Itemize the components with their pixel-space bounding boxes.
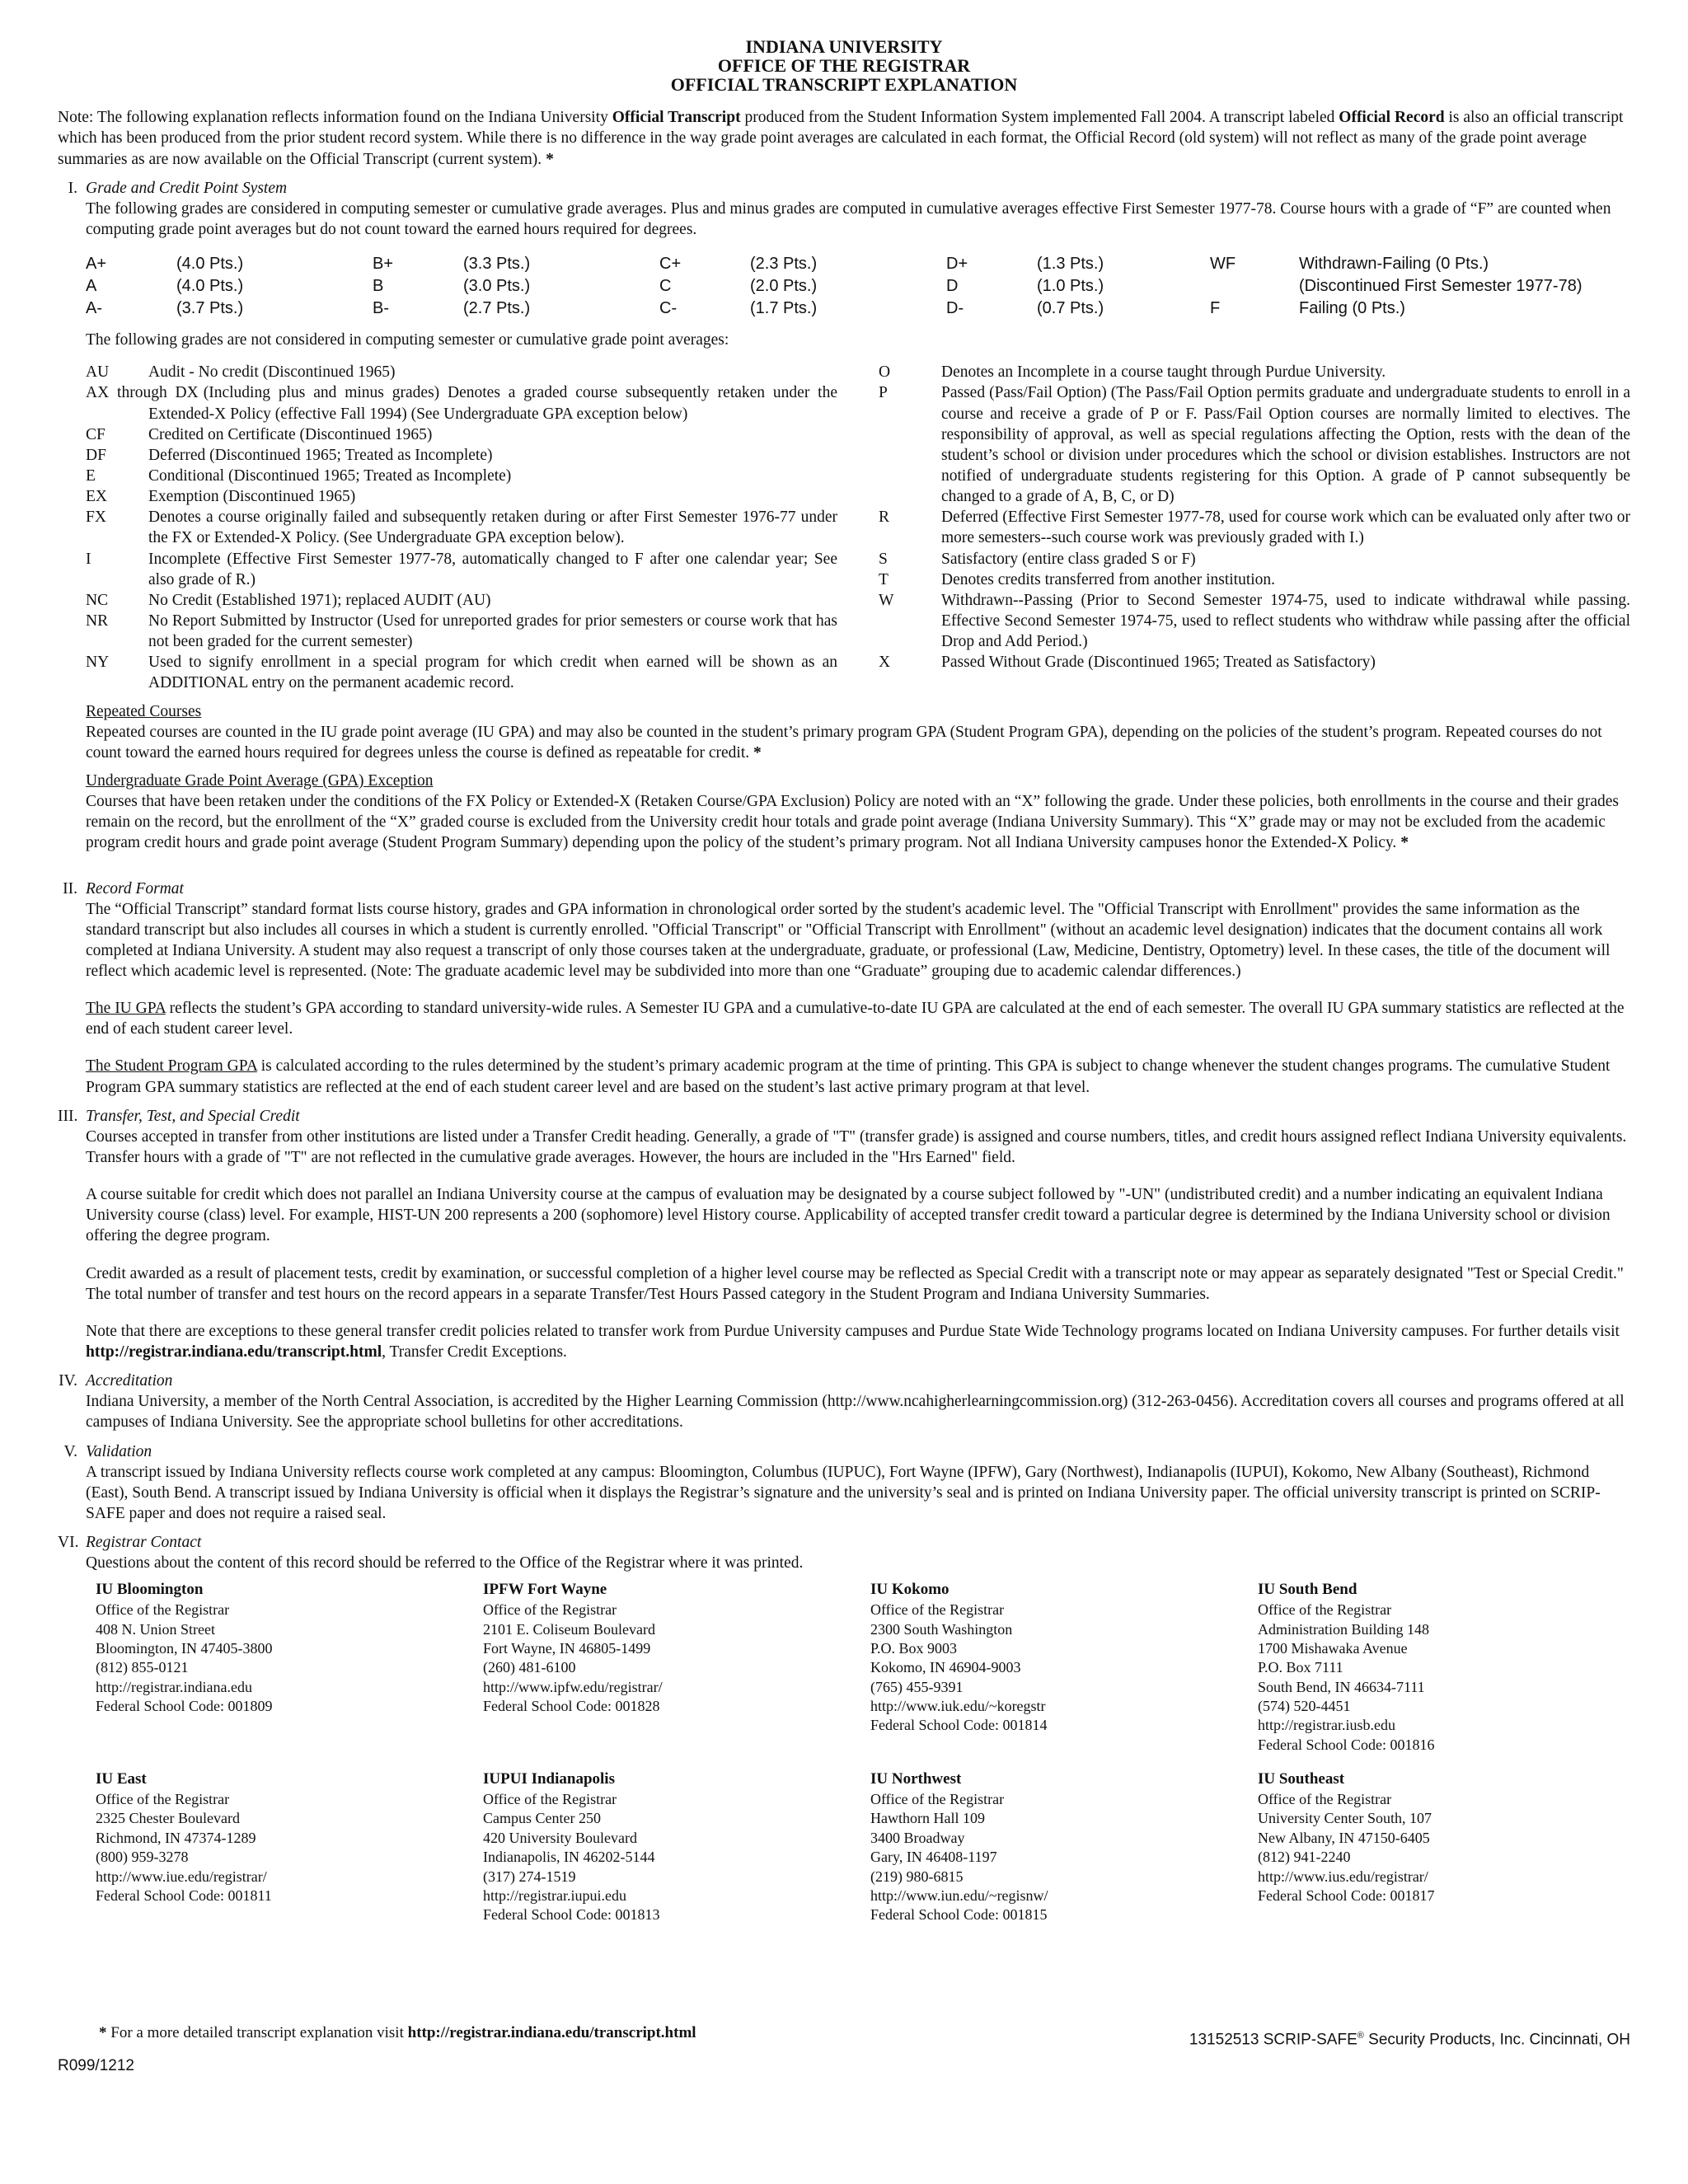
campus-name: IU East [96, 1770, 147, 1788]
header-university: INDIANA UNIVERSITY [745, 36, 943, 57]
grade-letter: B+ [373, 255, 394, 274]
grade-code-row [879, 549, 1630, 569]
grade-code-description: Denotes credits transferred from another institution. [941, 570, 1276, 588]
grade-points: Withdrawn-Failing (0 Pts.) [1299, 255, 1489, 274]
transfer-text-1: Courses accepted in transfer from other institutions are listed under a Transfer Credit heading. Generally, a grade of "T" (transfer grade) is assigned and course numbers, titles, and credit hours assigned reflect Indiana University equivalents. Transfer hours with a grade of "T" are not reflected in the cumulative grade averages. However, the hours are included in the "Hrs Earned" field. [86, 1127, 1627, 1167]
section-registrar-contact [58, 1532, 1630, 1940]
grade-code-description: Passed Without Grade (Discontinued 1965; Treated as Satisfactory) [941, 654, 1376, 672]
section-title [58, 178, 1630, 199]
contact-line: Indianapolis, IN 46202-5144 [483, 1849, 655, 1866]
grade-code-description: Exemption (Discontinued 1965) [148, 488, 356, 506]
note-text-2: produced from the Student Information System implemented Fall 2004. A transcript labeled [740, 109, 1339, 127]
grade-points: Failing (0 Pts.) [1299, 299, 1405, 318]
contact-line: (219) 980-6815 [870, 1868, 964, 1885]
grade-code-description: Withdrawn--Passing (Prior to Second Semester 1974-75, used to indicate withdrawal while passing. Effective Second Semester 1974-75, used to reflect students who withdraw while passing after the official Drop and Add Period.) [941, 591, 1630, 651]
contact-website-link[interactable]: http://registrar.iupui.edu [483, 1886, 626, 1904]
grade-letter: A+ [86, 255, 107, 274]
grade-code: R [879, 509, 890, 527]
contact-line: Office of the Registrar [1258, 1601, 1392, 1619]
grade-code: DF [86, 446, 106, 464]
scrip-safe-company: Security Products, Inc. Cincinnati, OH [1363, 2031, 1630, 2049]
contact-website-link[interactable]: http://www.ius.edu/registrar/ [1258, 1868, 1428, 1885]
grade-code: T [879, 570, 889, 588]
contact-line: 3400 Broadway [870, 1829, 965, 1846]
grade-code-description: Used to signify enrollment in a special program for which credit when earned will be shown as an ADDITIONAL entry on the permanent academic record. [148, 654, 837, 692]
contact-website-link[interactable]: http://www.iuk.edu/~koregstr [870, 1698, 1046, 1715]
registrar-contact-block [1258, 1769, 1645, 1924]
contact-line: Bloomington, IN 47405-3800 [96, 1639, 273, 1657]
grade-code: NC [86, 591, 109, 609]
grade-code-row [86, 424, 837, 445]
grade-code-row [86, 507, 837, 548]
grade-points: (3.7 Pts.) [176, 299, 244, 318]
grade-code-row [879, 652, 1630, 673]
grade-letter: A [86, 277, 97, 296]
grade-code-row [879, 382, 1630, 507]
grade-code-description: Deferred (Effective First Semester 1977-78, used for course work which can be evaluated only after two or more semesters--such course work was previously graded with I.) [941, 509, 1630, 547]
repeated-text: Repeated courses are counted in the IU grade point average (IU GPA) and may also be counted in the student’s primary program GPA (Student Program GPA), depending on the policies of the student’s program. Repeated courses do not count toward the earned hours required for degrees unless the course is defined as repeatable for credit. [86, 723, 1602, 762]
grade-code-description: Conditional (Discontinued 1965; Treated as Incomplete) [148, 466, 512, 485]
contact-line: Office of the Registrar [483, 1601, 617, 1619]
section-heading: Record Format [86, 879, 184, 898]
contact-line: 2101 E. Coliseum Boulevard [483, 1620, 655, 1638]
grade-points: (0.7 Pts.) [1037, 299, 1104, 318]
grade-code-description: Denotes an Incomplete in a course taught through Purdue University. [941, 363, 1386, 382]
scrip-safe-notice [1189, 2030, 1630, 2050]
grade-code-row [86, 549, 837, 590]
registered-mark: ® [1357, 2031, 1364, 2041]
grade-code-description: Deferred (Discontinued 1965; Treated as Incomplete) [148, 446, 493, 464]
grade-code: AX through DX [86, 384, 199, 402]
registrar-contact-block [483, 1580, 870, 1755]
campus-name: IUPUI Indianapolis [483, 1770, 615, 1788]
grade-points: (1.3 Pts.) [1037, 255, 1104, 274]
note-bold-official-record: Official Record [1339, 109, 1445, 127]
grade-letter: D [946, 277, 959, 296]
registrar-contact-block [483, 1769, 870, 1924]
section-number: I. [68, 179, 77, 197]
registrar-contact-block [870, 1580, 1258, 1755]
contact-line: 420 University Boulevard [483, 1829, 637, 1846]
contact-website-link[interactable]: http://www.iun.edu/~regisnw/ [870, 1886, 1048, 1904]
ugpa-exception-text [86, 791, 1630, 853]
contact-line: Federal School Code: 001814 [870, 1717, 1048, 1734]
grade-points: (1.0 Pts.) [1037, 277, 1104, 296]
grade-codes-left [86, 362, 862, 693]
contact-line: (317) 274-1519 [483, 1868, 576, 1885]
grade-code-row [879, 590, 1630, 652]
grade-code: NY [86, 654, 110, 672]
campus-name: IU Northwest [870, 1770, 962, 1788]
grade-letter: WF [1210, 255, 1236, 274]
contact-line: Gary, IN 46408-1197 [870, 1849, 997, 1866]
grade-letter: C+ [659, 255, 682, 274]
not-considered-text: The following grades are not considered in computing semester or cumulative grade point averages: [86, 331, 729, 349]
contact-website-link[interactable]: http://registrar.iusb.edu [1258, 1717, 1395, 1734]
grade-code-row [86, 486, 837, 507]
contact-line: Federal School Code: 001816 [1258, 1736, 1435, 1753]
grade-code: W [879, 591, 894, 609]
campus-name: IU Southeast [1258, 1770, 1345, 1788]
campus-name: IPFW Fort Wayne [483, 1581, 607, 1599]
repeated-courses [58, 701, 1630, 763]
grade-code: EX [86, 488, 107, 506]
contact-line: 408 N. Union Street [96, 1620, 215, 1638]
grade-code-description: Credited on Certificate (Discontinued 1965) [148, 425, 433, 443]
section-number: IV. [59, 1372, 77, 1390]
grade-letter: D- [946, 299, 964, 318]
transfer-exceptions-suffix: , Transfer Credit Exceptions. [382, 1343, 567, 1361]
grade-intro-text: The following grades are considered in computing semester or cumulative grade averages. Plus and minus grades are computed in cumulative averages effective First Semester 1977-78. Course hours with a grade of “F” are counted when computing grade point averages but do not count toward the earned hours required for degrees. [86, 199, 1611, 238]
student-program-gpa-text [58, 1056, 1630, 1097]
grade-code: CF [86, 425, 106, 443]
contact-website-link[interactable]: http://registrar.indiana.edu [96, 1678, 252, 1695]
student-program-gpa-label: The Student Program GPA [86, 1057, 257, 1076]
section-title [58, 1532, 1630, 1553]
contact-line: (800) 959-3278 [96, 1849, 189, 1866]
grade-code-row [86, 445, 837, 466]
accreditation-text: Indiana University, a member of the North Central Association, is accredited by the Higher Learning Commission (http://www.ncahigherlearningcommission.org) (312-263-0456). Accreditation covers all courses and programs offered at all campuses of Indiana University. See the appropriate school bulletins for other accreditations. [86, 1393, 1625, 1432]
footer-note [99, 2023, 696, 2044]
contact-line: (812) 855-0121 [96, 1659, 189, 1676]
ugpa-text: Courses that have been retaken under the conditions of the FX Policy or Extended-X (Retaken Course/GPA Exclusion) Policy are noted with an “X” following the grade. Under these policies, both enrollments in the course and their grades remain on the record, but the enrollment of the “X” graded course is excluded from the University credit hour totals and grade point average (Indiana University Summary). This “X” grade may or may not be excluded from the academic program credit hours and grade point average (Student Program Summary) depending upon the policy of the student’s primary program. Not all Indiana University campuses honor the Extended-X Policy. [86, 793, 1619, 852]
section-heading: Grade and Credit Point System [86, 179, 288, 197]
repeated-courses-heading: Repeated Courses [86, 702, 202, 720]
grade-points: (4.0 Pts.) [176, 255, 244, 274]
section-heading: Transfer, Test, and Special Credit [86, 1107, 300, 1125]
asterisk: * [546, 150, 554, 168]
footer-transcript-link[interactable]: http://registrar.indiana.edu/transcript.html [407, 2024, 696, 2041]
grade-points: (4.0 Pts.) [176, 277, 244, 296]
section-number: III. [58, 1107, 78, 1125]
contact-line: University Center South, 107 [1258, 1810, 1432, 1827]
grade-code-row [879, 569, 1630, 590]
grade-code: X [879, 654, 891, 672]
section-number: V. [63, 1442, 77, 1460]
asterisk: * [753, 743, 762, 762]
grade-codes-right [862, 362, 1630, 693]
campus-name: IU Kokomo [870, 1581, 950, 1599]
grade-code: E [86, 466, 96, 485]
grade-code-row [86, 382, 837, 424]
header-office: OFFICE OF THE REGISTRAR [717, 55, 971, 77]
contact-line: P.O. Box 7111 [1258, 1659, 1343, 1676]
contact-line: Office of the Registrar [96, 1790, 230, 1807]
contact-line: 2325 Chester Boulevard [96, 1810, 240, 1827]
registrar-contact-block [96, 1580, 483, 1755]
ugpa-exception-heading: Undergraduate Grade Point Average (GPA) Exception [86, 771, 434, 790]
contact-website-link[interactable]: http://www.iue.edu/registrar/ [96, 1868, 267, 1885]
transcript-link[interactable]: http://registrar.indiana.edu/transcript.html [86, 1343, 382, 1361]
contact-line: Office of the Registrar [870, 1790, 1005, 1807]
grade-code-description: Satisfactory (entire class graded S or F) [941, 550, 1196, 568]
registrar-contacts-grid [96, 1580, 1630, 1939]
record-format-text: The “Official Transcript” standard format lists course history, grades and GPA information in chronological order sorted by the student's academic level. The "Official Transcript with Enrollment" provides the same information as the standard transcript but also includes all courses in which a student is currently enrolled. "Official Transcript" or "Official Transcript with Enrollment" (without an academic level designation) indicates that the document contains all work completed at Indiana University. A student may also request a transcript of only those courses taken at the undergraduate, graduate, or professional (Law, Medicine, Dentistry, Optometry) level. In these cases, the title of the document will reflect which academic level is represented. (Note: The graduate academic level may be subdivided into more than one “Graduate” grouping due to academic calendar differences.) [86, 900, 1611, 981]
grade-letter: B- [373, 299, 389, 318]
grade-points: (1.7 Pts.) [750, 299, 818, 318]
section-title [58, 1441, 1630, 1462]
grade-letter [1210, 275, 1299, 298]
scrip-safe-code: 13152513 SCRIP-SAFE [1189, 2031, 1357, 2049]
note-text-1: Note: The following explanation reflects information found on the Indiana University [58, 109, 612, 127]
grade-code-row [86, 362, 837, 382]
contact-line: 2300 South Washington [870, 1620, 1013, 1638]
section-number: VI. [58, 1534, 79, 1552]
contact-line: Office of the Registrar [96, 1601, 230, 1619]
grade-points: (Discontinued First Semester 1977-78) [1299, 277, 1582, 296]
campus-name: IU Bloomington [96, 1581, 204, 1599]
contact-website-link[interactable]: http://www.ipfw.edu/registrar/ [483, 1678, 663, 1695]
grade-points: (3.3 Pts.) [463, 255, 531, 274]
registrar-contact-block [1258, 1580, 1645, 1755]
grade-code-row [879, 362, 1630, 382]
section-transfer-credit [58, 1106, 1630, 1362]
iu-gpa-desc: reflects the student’s GPA according to standard university-wide rules. A Semester IU GPA and a cumulative-to-date IU GPA are calculated at the end of each semester. The overall IU GPA summary statistics are reflected at the end of each student career level. [86, 1000, 1625, 1038]
contact-line: Hawthorn Hall 109 [870, 1810, 985, 1827]
contact-line: Fort Wayne, IN 46805-1499 [483, 1639, 651, 1657]
section-accreditation [58, 1371, 1630, 1432]
validation-text: A transcript issued by Indiana University reflects course work completed at any campus: Bloomington, Columbus (IUPUC), Fort Wayne (IPFW), Gary (Northwest), Indianapolis (IUPUI), Kokomo, New Albany (Southeast), Richmond (East), South Bend. A transcript issued by Indiana University is official when it displays the Registrar’s signature and the university’s seal and is printed on Indiana University paper. The official university transcript is printed on SCRIP-SAFE paper and does not require a raised seal. [86, 1463, 1601, 1523]
contact-line: Federal School Code: 001811 [96, 1886, 272, 1904]
section-heading: Registrar Contact [86, 1534, 202, 1552]
contact-line: Office of the Registrar [1258, 1790, 1392, 1807]
note-bold-official-transcript: Official Transcript [612, 109, 741, 127]
grade-code: AU [86, 363, 110, 382]
grade-points: (2.3 Pts.) [750, 255, 818, 274]
grade-codes [86, 362, 1630, 693]
contact-line: Federal School Code: 001815 [870, 1906, 1048, 1924]
grade-code-row [86, 466, 837, 486]
grade-letter: C [659, 277, 672, 296]
contact-line: Federal School Code: 001817 [1258, 1886, 1435, 1904]
grade-code-description: Denotes a course originally failed and subsequently retaken during or after First Semester 1976-77 under the FX or Extended-X Policy. (See Undergraduate GPA exception below). [148, 509, 837, 547]
registrar-contact-block [96, 1769, 483, 1924]
transfer-text-2: A course suitable for credit which does not parallel an Indiana University course at the campus of evaluation may be designated by a course subject followed by "-UN" (undistributed credit) and a number indicating an equivalent Indiana University course (class) level. For example, HIST-UN 200 represents a 200 (sophomore) level History course. Applicability of accepted transfer credit toward a particular degree is determined by the Indiana University school or division offering the degree program. [86, 1186, 1611, 1245]
repeated-courses-text [86, 722, 1630, 763]
contact-line: Federal School Code: 001813 [483, 1906, 660, 1924]
contact-line: Federal School Code: 001828 [483, 1698, 660, 1715]
grade-code: I [86, 550, 91, 568]
student-program-gpa-desc: is calculated according to the rules determined by the student’s primary academic program at the time of printing. This GPA is subject to change whenever the student changes programs. The cumulative Student Program GPA summary statistics are reflected at the end of each student career level and are based on the student’s last active primary program at that level. [86, 1057, 1611, 1096]
grade-code: NR [86, 612, 109, 630]
iu-gpa-text [58, 998, 1630, 1039]
section-grade-credit [58, 178, 1630, 854]
grade-code-row [86, 652, 837, 693]
grade-code-row [879, 507, 1630, 548]
contact-line: P.O. Box 9003 [870, 1639, 958, 1657]
grade-letter: B [373, 277, 384, 296]
contact-line: New Albany, IN 47150-6405 [1258, 1829, 1430, 1846]
grade-code-description: (Including plus and minus grades) Denotes a graded course subsequently retaken under the Extended-X Policy (effective Fall 1994) (See Undergraduate GPA exception below) [148, 384, 837, 423]
grade-code: FX [86, 509, 106, 527]
contact-line: (765) 455-9391 [870, 1678, 964, 1695]
grade-code-row [86, 611, 837, 652]
grade-code-row [86, 590, 837, 611]
contact-line: Richmond, IN 47374-1289 [96, 1829, 256, 1846]
grade-letter: C- [659, 299, 678, 318]
grade-code: O [879, 363, 891, 382]
section-heading: Validation [86, 1442, 152, 1460]
grade-points-table [86, 253, 1630, 320]
note-text-3: is also an official transcript which has been produced from the prior student record system. While there is no difference in the way grade point averages are calculated in each format, the Official Record (old system) will not reflect as many of the grade point average summaries as are now available on the Official Transcript (current system). [58, 109, 1624, 168]
grade-letter: A- [86, 299, 102, 318]
grade-points: (2.7 Pts.) [463, 299, 531, 318]
grade-letter: D+ [946, 255, 968, 274]
registrar-contact-intro: Questions about the content of this record should be referred to the Office of the Registrar where it was printed. [86, 1554, 804, 1572]
section-title [58, 879, 1630, 899]
contact-line: Federal School Code: 001809 [96, 1698, 273, 1715]
grade-code-description: Incomplete (Effective First Semester 1977-78, automatically changed to F after one calendar year; See also grade of R.) [148, 550, 837, 588]
grade-code-description: Passed (Pass/Fail Option) (The Pass/Fail Option permits graduate and undergraduate students to enroll in a course and receive a grade of P or F. Pass/Fail Option courses are normally limited to electives. The responsibility of approval, as well as special regulations affecting the Option, rests with the dean of the student’s school or division under procedures which the school or division establishes. Instructors are not notified of undergraduate students registering for this Option. A grade of P cannot subsequently be changed to a grade of A, B, C, or D) [941, 384, 1630, 506]
grade-points: (3.0 Pts.) [463, 277, 531, 296]
contact-line: South Bend, IN 46634-7111 [1258, 1678, 1425, 1695]
asterisk: * [1400, 834, 1409, 852]
grade-letter: F [1210, 299, 1221, 318]
section-title [58, 1371, 1630, 1391]
contact-line: Kokomo, IN 46904-9003 [870, 1659, 1021, 1676]
section-title [58, 1106, 1630, 1127]
intro-note [58, 107, 1630, 169]
contact-line: (260) 481-6100 [483, 1659, 576, 1676]
asterisk: * [99, 2024, 107, 2041]
contact-line: 1700 Mishawaka Avenue [1258, 1639, 1408, 1657]
grade-code-description: No Credit (Established 1971); replaced AUDIT (AU) [148, 591, 491, 609]
registrar-contact-block [870, 1769, 1258, 1924]
document-header [58, 37, 1630, 94]
grade-code: S [879, 550, 888, 568]
transfer-text-4 [58, 1321, 1630, 1362]
grade-points: (2.0 Pts.) [750, 277, 818, 296]
grade-code-description: No Report Submitted by Instructor (Used for unreported grades for prior semesters or course work that has not been graded for the current semester) [148, 612, 837, 651]
header-title: OFFICIAL TRANSCRIPT EXPLANATION [670, 74, 1018, 96]
campus-name: IU South Bend [1258, 1581, 1357, 1599]
section-heading: Accreditation [86, 1372, 173, 1390]
transfer-exceptions-text: Note that there are exceptions to these general transfer credit policies related to transfer work from Purdue University campuses and Purdue State Wide Technology programs located on Indiana University campuses. For further details visit [86, 1322, 1620, 1340]
transfer-text-3: Credit awarded as a result of placement tests, credit by examination, or successful completion of a higher level course may be reflected as Special Credit with a transcript note or may appear as separately designated "Test or Special Credit." The total number of transfer and test hours on the record appears in a separate Transfer/Test Hours Passed category in the Student Program and Indiana University Summaries. [86, 1264, 1624, 1303]
contact-line: Office of the Registrar [870, 1601, 1005, 1619]
section-validation [58, 1441, 1630, 1525]
ugpa-exception [58, 771, 1630, 854]
grade-code: P [879, 384, 888, 402]
footer-note-text: For a more detailed transcript explanation visit [106, 2024, 408, 2041]
contact-line: Office of the Registrar [483, 1790, 617, 1807]
iu-gpa-label: The IU GPA [86, 1000, 166, 1018]
contact-line: Campus Center 250 [483, 1810, 601, 1827]
form-code: R099/1212 [58, 2057, 134, 2074]
section-record-format [58, 879, 1630, 1098]
contact-line: (812) 941-2240 [1258, 1849, 1351, 1866]
section-number: II. [63, 879, 77, 898]
contact-line: Administration Building 148 [1258, 1620, 1430, 1638]
grade-code-description: Audit - No credit (Discontinued 1965) [148, 363, 396, 382]
contact-line: (574) 520-4451 [1258, 1698, 1351, 1715]
